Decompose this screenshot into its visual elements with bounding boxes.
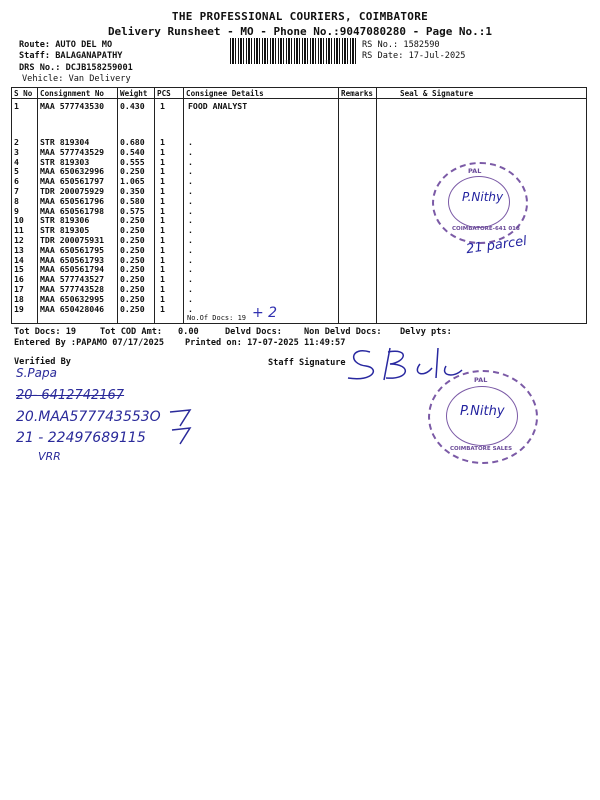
row-consignee: . (188, 235, 193, 245)
row-consignee: . (188, 244, 193, 255)
tot-cod-label: Tot COD Amt: (100, 327, 163, 337)
row-consignment: STR 819305 (40, 225, 90, 236)
row-pcs: 1 (160, 215, 165, 226)
row-pcs: 1 (160, 225, 165, 236)
vehicle-label: Vehicle: Van Delivery (22, 74, 131, 84)
delvy-pts: Delvy pts: (400, 327, 452, 337)
row-consignment: MAA 650561796 (40, 195, 105, 206)
seal-top-text: PAL (474, 376, 488, 384)
seal-sign: P.Nithy (462, 190, 504, 204)
row-pcs: 1 (160, 264, 165, 275)
row-pcs: 1 (160, 254, 165, 265)
row-sno: 8 (14, 195, 19, 206)
row-pcs: 1 (160, 137, 165, 147)
row-consignment: STR 819306 (40, 215, 90, 226)
seal-stamp-top (432, 162, 528, 244)
row-consignment: MAA 650561798 (40, 205, 105, 216)
row1-pcs: 1 (160, 101, 165, 111)
row-weight: 0.250 (120, 215, 145, 226)
row-sno: 15 (14, 264, 24, 275)
entered-by: Entered By :PAPAMO 07/17/2025 (14, 338, 165, 348)
row-sno: 19 (14, 303, 24, 314)
handwritten-line-21: 21 - 22497689115 (16, 430, 146, 446)
col-divider (183, 87, 184, 324)
handwritten-initials: VRR (38, 450, 61, 463)
col-header-seal: Seal & Signature (400, 89, 474, 98)
row-consignment: MAA 577743529 (40, 146, 105, 157)
row-weight: 1.065 (120, 176, 145, 187)
row-pcs: 1 (160, 293, 165, 304)
row1-consignee: FOOD ANALYST (188, 101, 248, 111)
row-weight: 0.250 (120, 293, 145, 304)
row-pcs: 1 (160, 186, 165, 196)
col-header-weight: Weight (120, 89, 148, 98)
handwritten-parcel-note: 21 parcel (465, 233, 528, 258)
col-divider (37, 87, 38, 324)
row-pcs: 1 (160, 244, 165, 255)
row-sno: 13 (14, 244, 24, 255)
row-consignment: MAA 650561797 (40, 176, 105, 187)
row-weight: 0.250 (120, 274, 145, 285)
route-label: Route: AUTO DEL MO (19, 40, 113, 50)
staff-label: Staff: BALAGANAPATHY (19, 51, 123, 61)
staff-signature-label: Staff Signature (268, 358, 346, 368)
rs-no-label: RS No.: 1582590 (362, 40, 440, 50)
row-consignee: . (188, 225, 193, 236)
row-weight: 0.250 (120, 254, 145, 265)
row1-weight: 0.430 (120, 101, 145, 111)
row1-sno: 1 (14, 101, 19, 111)
row-pcs: 1 (160, 235, 165, 245)
verified-by-label: Verified By (14, 357, 71, 367)
handwritten-line-20: 20.MAA577743553O (16, 409, 161, 425)
row-consignment: MAA 577743528 (40, 284, 105, 294)
col-header-consignee: Consignee Details (186, 89, 264, 98)
row-pcs: 1 (160, 146, 165, 157)
row-consignment: TDR 200075929 (40, 186, 105, 196)
row-consignee: . (188, 186, 193, 196)
row-consignment: MAA 577743527 (40, 274, 105, 285)
row-pcs: 1 (160, 166, 165, 177)
row-weight: 0.680 (120, 137, 145, 147)
row-weight: 0.250 (120, 303, 145, 314)
row-consignee: . (188, 293, 193, 304)
rs-date-label: RS Date: 17-Jul-2025 (362, 51, 466, 61)
row-consignment: MAA 650561794 (40, 264, 105, 275)
row-consignee: . (188, 284, 193, 294)
row-weight: 0.575 (120, 205, 145, 216)
row-sno: 2 (14, 137, 19, 147)
row-sno: 11 (14, 225, 24, 236)
row-weight: 0.250 (120, 166, 145, 177)
row-pcs: 1 (160, 156, 165, 167)
row-weight: 0.250 (120, 284, 145, 294)
row-sno: 3 (14, 146, 19, 157)
col-divider (376, 87, 377, 324)
col-header-consignment: Consignment No (40, 89, 105, 98)
row-consignment: MAA 650561793 (40, 254, 105, 265)
seal-stamp-bottom (428, 370, 538, 464)
row-sno: 16 (14, 274, 24, 285)
table-header-divider (11, 98, 587, 99)
no-of-docs: No.Of Docs: 19 (187, 314, 247, 322)
row-consignee: . (188, 264, 193, 275)
delvd-docs: Delvd Docs: (225, 327, 282, 337)
row-pcs: 1 (160, 274, 165, 285)
row-consignment: TDR 200075931 (40, 235, 105, 245)
row-consignee: . (188, 254, 193, 265)
row-consignee: . (188, 205, 193, 216)
row-consignee: . (188, 274, 193, 285)
handwritten-check-marks (168, 406, 194, 446)
row-sno: 12 (14, 235, 24, 245)
row-weight: 0.250 (120, 264, 145, 275)
row-consignee: . (188, 215, 193, 226)
row-sno: 18 (14, 293, 24, 304)
row-weight: 0.350 (120, 186, 145, 196)
row-pcs: 1 (160, 176, 165, 187)
row-sno: 9 (14, 205, 19, 216)
col-divider (338, 87, 339, 324)
row-consignee: . (188, 156, 193, 167)
row-pcs: 1 (160, 303, 165, 314)
row-weight: 0.250 (120, 244, 145, 255)
printed-on: Printed on: 17-07-2025 11:49:57 (185, 338, 346, 348)
row-sno: 7 (14, 186, 19, 196)
col-header-sno: S No (14, 89, 33, 98)
row-consignment: MAA 650632996 (40, 166, 105, 177)
row-weight: 0.250 (120, 235, 145, 245)
runsheet-title: Delivery Runsheet - MO - Phone No.:9047080280 - Page No.:1 (107, 25, 493, 38)
row-pcs: 1 (160, 284, 165, 294)
seal-ring-text: COIMBATORE SALES (450, 446, 513, 452)
row-sno: 14 (14, 254, 24, 265)
col-divider (154, 87, 155, 324)
row-consignee: . (188, 137, 193, 147)
handwritten-line-20-struck: 20- 6412742167 (16, 388, 125, 403)
col-header-pcs: PCS (157, 89, 171, 98)
seal-sign: P.Nithy (460, 404, 505, 419)
seal-top-text: PAL (468, 167, 482, 175)
drs-no-label: DRS No.: DCJB158259001 (19, 63, 133, 73)
row-weight: 0.555 (120, 156, 145, 167)
row-sno: 5 (14, 166, 19, 177)
row-consignee: . (188, 146, 193, 157)
row-sno: 6 (14, 176, 19, 187)
row1-consignment: MAA 577743530 (40, 101, 105, 111)
row-weight: 0.250 (120, 225, 145, 236)
handwritten-name: S.Papa (16, 366, 57, 380)
row-pcs: 1 (160, 195, 165, 206)
row-weight: 0.540 (120, 146, 145, 157)
row-consignment: MAA 650632995 (40, 293, 105, 304)
company-title: THE PROFESSIONAL COURIERS, COIMBATORE (171, 10, 429, 23)
tot-docs: Tot Docs: 19 (14, 327, 77, 337)
row-consignment: MAA 650428046 (40, 303, 105, 314)
row-consignee: . (188, 166, 193, 177)
row-consignment: STR 819304 (40, 137, 90, 147)
row-consignment: STR 819303 (40, 156, 90, 167)
row-consignee: . (188, 176, 193, 187)
row-consignee: . (188, 195, 193, 206)
col-divider (117, 87, 118, 324)
row-weight: 0.580 (120, 195, 145, 206)
row-sno: 17 (14, 284, 24, 294)
col-header-remarks: Remarks (341, 89, 374, 98)
row-sno: 10 (14, 215, 24, 226)
row-pcs: 1 (160, 205, 165, 216)
row-consignee: . (188, 303, 193, 314)
tot-cod-value: 0.00 (178, 327, 199, 337)
barcode-image (230, 38, 358, 64)
seal-ring-text: COIMBATORE-641 018 (452, 226, 520, 232)
handwritten-plus-two: + 2 (252, 305, 278, 321)
row-consignment: MAA 650561795 (40, 244, 105, 255)
row-sno: 4 (14, 156, 19, 167)
non-delvd-docs: Non Delvd Docs: (304, 327, 382, 337)
